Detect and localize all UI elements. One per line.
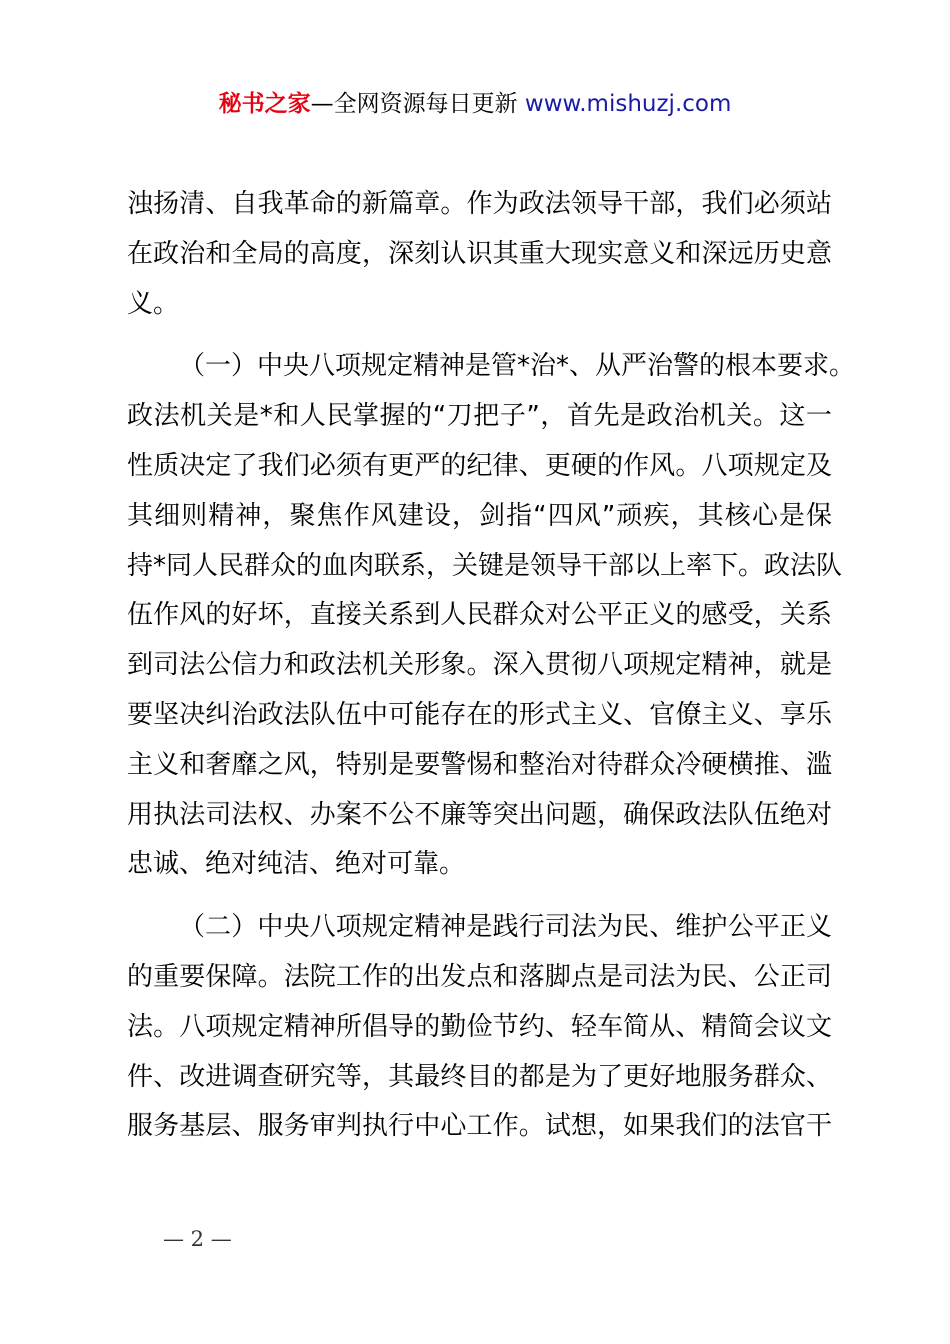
text-line: 忠诚、绝对纯洁、绝对可靠。 [127,849,466,880]
paragraph-2 [127,342,856,890]
paragraph-1 [127,180,832,329]
text-line: 其细则精神，聚焦作风建设，剑指“四风”顽疾，其核心是保 [127,500,832,531]
text-line: 件、改进调查研究等，其最终目的都是为了更好地服务群众、 [127,1061,832,1092]
text-line: 服务基层、服务审判执行中心工作。试想，如果我们的法官干 [127,1111,832,1142]
site-url: www.mishuzj.com [524,91,732,117]
text-line: 浊扬清、自我革命的新篇章。作为政法领导干部，我们必须站 [127,189,832,219]
document-body [127,180,856,1165]
header-tagline: —全网资源每日更新 [310,91,518,117]
text-line: 义。 [127,288,180,319]
section-heading-line: （二）中央八项规定精神是践行司法为民、维护公平正义 [179,912,832,943]
paragraph-3 [127,903,832,1152]
text-line: 的重要保障。法院工作的出发点和落脚点是司法为民、公正司 [127,961,832,992]
text-line: 到司法公信力和政法机关形象。深入贯彻八项规定精神，就是 [127,650,832,681]
section-heading-line: （一）中央八项规定精神是管*治*、从严治警的根本要求。 [179,351,856,382]
text-line: 性质决定了我们必须有更严的纪律、更硬的作风。八项规定及 [127,450,832,481]
text-line: 用执法司法权、办案不公不廉等突出问题，确保政法队伍绝对 [127,799,832,830]
text-line: 政法机关是*和人民掌握的“刀把子”，首先是政治机关。这一 [127,401,832,432]
text-line: 在政治和全局的高度，深刻认识其重大现实意义和深远历史意 [127,238,832,269]
page-number: — 2 — [163,1227,232,1251]
text-line: 法。八项规定精神所倡导的勤俭节约、轻车简从、精简会议文 [127,1011,832,1042]
brand-name: 秘书之家 [218,91,311,117]
page-header [0,88,950,120]
text-line: 主义和奢靡之风，特别是要警惕和整治对待群众冷硬横推、滥 [127,749,832,780]
text-line: 持*同人民群众的血肉联系，关键是领导干部以上率下。政法队 [127,550,843,581]
text-line: 要坚决纠治政法队伍中可能存在的形式主义、官僚主义、享乐 [127,699,832,730]
text-line: 伍作风的好坏，直接关系到人民群众对公平正义的感受，关系 [127,600,832,631]
